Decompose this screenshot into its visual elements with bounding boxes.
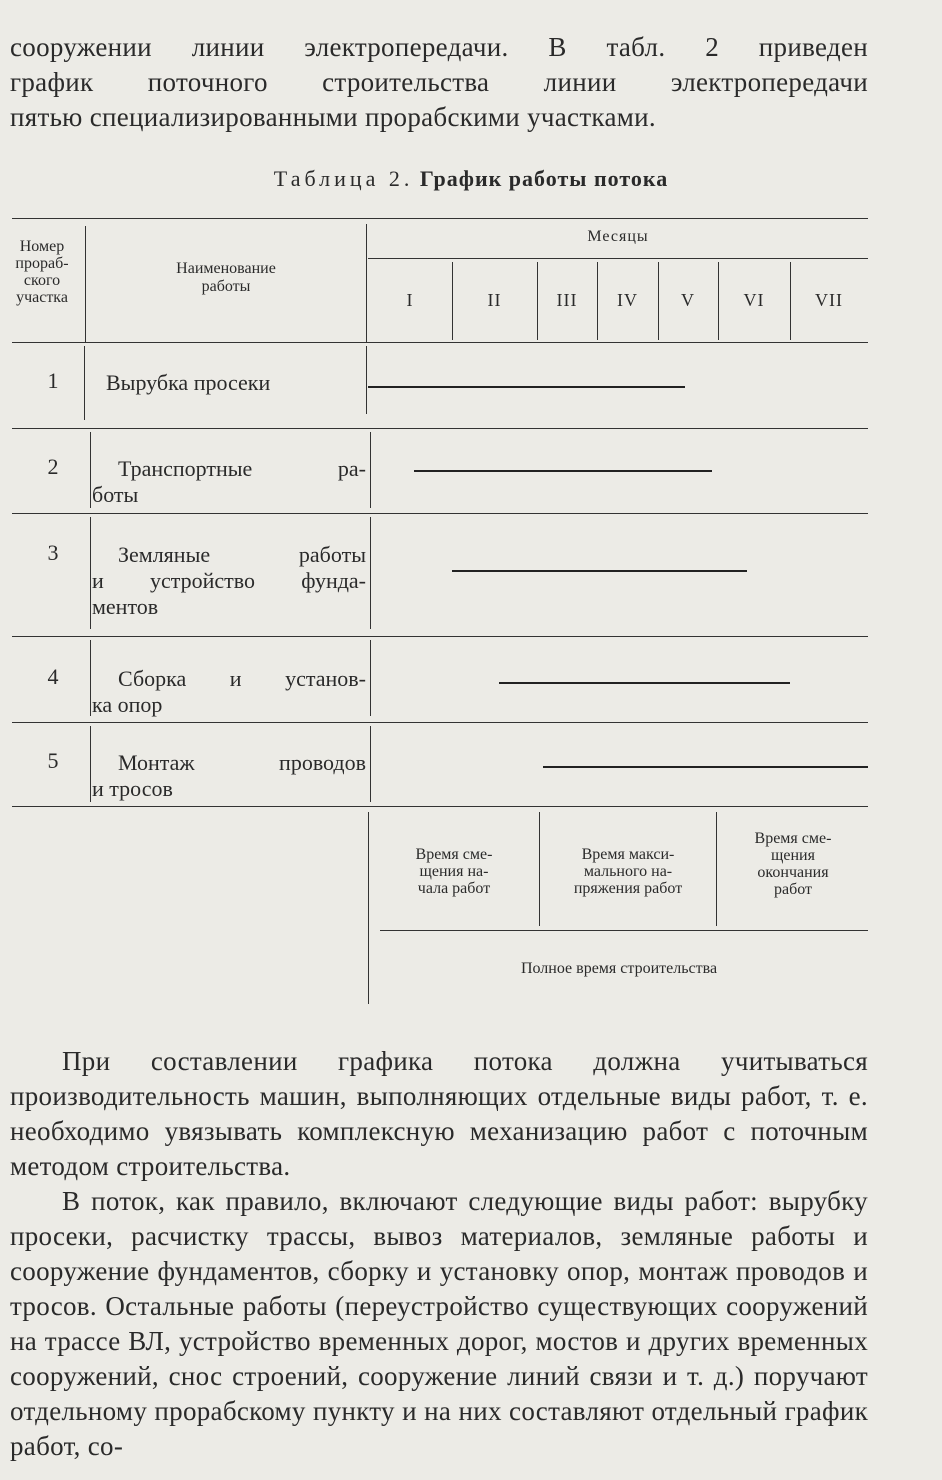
phase-line: окончания — [757, 864, 829, 881]
bottom-paragraphs — [10, 1044, 868, 1464]
rule — [12, 636, 868, 637]
header-number — [0, 238, 84, 306]
phase-max-intensity — [541, 846, 715, 897]
work-line: ментов — [92, 594, 159, 619]
schedule-bar — [368, 386, 685, 388]
rule — [370, 517, 371, 629]
month-label: VII — [815, 290, 843, 310]
phase-line: Время макси- — [581, 846, 675, 863]
text-line: график поточного строительства линии электропередачи — [10, 67, 868, 97]
header-work — [86, 260, 366, 296]
row-number: 2 — [47, 454, 59, 479]
phase-line: чала работ — [417, 880, 491, 897]
rule — [12, 513, 868, 514]
phase-line: Время сме- — [754, 830, 832, 847]
header-months: Месяцы — [587, 228, 649, 245]
phase-offset-start — [370, 846, 538, 897]
header-line: Номер — [19, 238, 65, 255]
total-duration: Полное время строительства — [520, 960, 718, 977]
row-number: 5 — [47, 748, 59, 773]
schedule-bar — [499, 682, 790, 684]
header-line: ского — [23, 272, 61, 289]
rule — [380, 930, 868, 931]
row-work-name — [92, 666, 366, 718]
schedule-bar — [452, 570, 747, 572]
month-label: V — [681, 290, 695, 310]
rule — [90, 640, 91, 716]
top-paragraph — [10, 30, 868, 135]
rule — [366, 224, 367, 342]
phase-line: работ — [773, 881, 813, 898]
work-line: Монтаж проводов — [118, 750, 366, 775]
rule — [366, 346, 367, 414]
rule — [90, 726, 91, 802]
month-label: I — [406, 290, 414, 310]
rule — [539, 812, 540, 926]
month-label: II — [487, 290, 502, 310]
phase-offset-end — [718, 830, 868, 898]
work-line: боты — [92, 482, 139, 507]
row-work-name — [92, 456, 366, 508]
rule — [12, 722, 868, 723]
header-line: прораб- — [15, 255, 69, 272]
rule — [370, 640, 371, 716]
work-line: и тросов — [92, 776, 173, 801]
table-title: График работы потока — [419, 166, 669, 191]
rule — [84, 346, 85, 420]
table-label: Таблица 2. — [273, 166, 414, 191]
header-line: работы — [201, 278, 251, 295]
work-line: и устройство фунда- — [92, 568, 366, 593]
rule — [12, 428, 868, 429]
row-work-name — [92, 750, 366, 802]
month-label: IV — [617, 290, 638, 310]
month-label: III — [556, 290, 578, 310]
schedule-bar — [543, 766, 868, 768]
rule — [368, 812, 369, 1004]
paragraph: В поток, как правило, включают следующие виды работ: вырубку просеки, расчистку трассы, вывоз материалов, земляные работы и сооружение фундаментов, сборку и установку опор, монтаж проводов и тросов. Остальные работы (переустройство существующих сооружений на трассе ВЛ, устройство временных дорог, мостов и других временных сооружений, снос строений, сооружение линий связи и т. д.) поручают отдельному прорабскому пункту и на них составляют отдельный график работ, со- — [10, 1186, 868, 1461]
header-line: Наименование — [176, 260, 276, 277]
rule — [90, 517, 91, 629]
rule — [12, 342, 868, 343]
rule — [716, 812, 717, 926]
row-work-name — [106, 370, 366, 396]
text-line: пятью специализированными прорабскими участками. — [10, 102, 656, 132]
row-number: 3 — [47, 540, 59, 565]
rule — [370, 726, 371, 802]
work-line: Вырубка просеки — [106, 370, 271, 395]
phase-line: щения на- — [419, 863, 489, 880]
row-number: 1 — [47, 368, 59, 393]
phase-line: Время сме- — [415, 846, 493, 863]
rule — [370, 432, 371, 508]
rule — [12, 806, 868, 807]
rule — [90, 432, 91, 508]
rule — [368, 258, 868, 259]
phase-line: щения — [771, 847, 815, 864]
rule — [12, 218, 868, 219]
work-line: Земляные работы — [118, 542, 366, 567]
work-line: Транспортные ра- — [118, 456, 366, 481]
header-line: участка — [16, 289, 68, 306]
work-line: Сборка и установ- — [118, 666, 366, 691]
paragraph: При составлении графика потока должна учитываться производительность машин, выполняющих отдельные виды работ, т. е. необходимо увязывать комплексную механизацию работ с поточным методом строительства. — [10, 1046, 868, 1181]
row-work-name — [92, 542, 366, 620]
work-line: ка опор — [92, 692, 163, 717]
schedule-bar — [414, 470, 712, 472]
month-label: VI — [743, 290, 765, 310]
text-line: сооружении линии электропередачи. В табл. 2 приведен — [10, 32, 868, 62]
phase-line: пряжения работ — [573, 880, 683, 897]
table-caption — [0, 166, 942, 192]
phase-line: мального на- — [583, 863, 673, 880]
row-number: 4 — [47, 664, 59, 689]
